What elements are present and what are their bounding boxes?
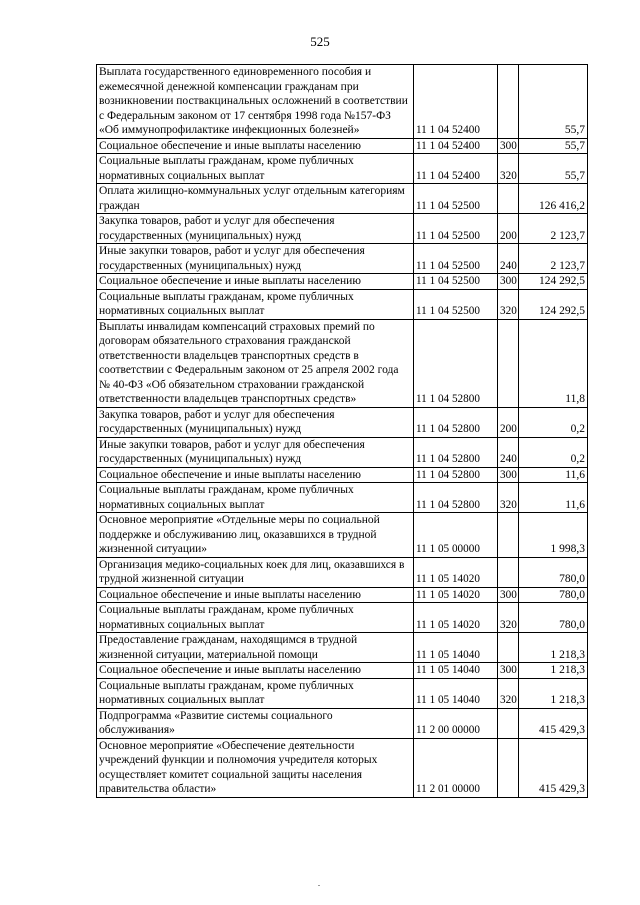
table-row: [97, 708, 588, 738]
row-name-cell: Оплата жилищно-коммунальных услуг отдельным категориям граждан: [97, 184, 414, 214]
row-amount-cell: 55,7: [519, 65, 588, 139]
table-row: [97, 633, 588, 663]
row-amount-cell: 1 218,3: [519, 678, 588, 708]
row-amount-cell: 1 998,3: [519, 513, 588, 558]
row-name-cell: Социальное обеспечение и иные выплаты населению: [97, 138, 414, 154]
row-code-cell: 11 1 05 14020: [414, 603, 498, 633]
row-code-cell: 11 1 04 52500: [414, 274, 498, 290]
row-name-cell: Предоставление гражданам, находящимся в трудной жизненной ситуации, материальной помощи: [97, 633, 414, 663]
row-type-cell: [498, 65, 519, 139]
row-amount-cell: 126 416,2: [519, 184, 588, 214]
row-type-cell: 320: [498, 483, 519, 513]
row-code-cell: 11 1 04 52500: [414, 289, 498, 319]
row-name-cell: Выплаты инвалидам компенсаций страховых премий по договорам обязательного страхования гражданской ответственности владельцев транспортных средств в соответствии с Федеральным законом от 25 апреля 2002 года № 40-ФЗ «Об обязательном страховании гражданской ответственности владельцев транспортных средств»: [97, 319, 414, 407]
row-code-cell: 11 1 04 52800: [414, 437, 498, 467]
row-amount-cell: 780,0: [519, 587, 588, 603]
row-name-cell: Социальное обеспечение и иные выплаты населению: [97, 467, 414, 483]
row-name-cell: Основное мероприятие «Обеспечение деятельности учреждений функции и полномочия учредителя которых осуществляет комитет социальной защиты населения правительства области»: [97, 738, 414, 797]
table-row: [97, 467, 588, 483]
row-name-cell: Социальное обеспечение и иные выплаты населению: [97, 663, 414, 679]
row-type-cell: 300: [498, 138, 519, 154]
row-code-cell: 11 1 04 52800: [414, 483, 498, 513]
table-row: [97, 274, 588, 290]
budget-table: [96, 64, 588, 798]
row-type-cell: [498, 738, 519, 797]
row-amount-cell: 2 123,7: [519, 214, 588, 244]
row-type-cell: 200: [498, 214, 519, 244]
row-amount-cell: 1 218,3: [519, 633, 588, 663]
table-row: [97, 244, 588, 274]
row-amount-cell: 2 123,7: [519, 244, 588, 274]
table-row: [97, 678, 588, 708]
row-code-cell: 11 2 00 00000: [414, 708, 498, 738]
row-type-cell: 320: [498, 678, 519, 708]
row-name-cell: Иные закупки товаров, работ и услуг для обеспечения государственных (муниципальных) нужд: [97, 244, 414, 274]
row-code-cell: 11 1 04 52500: [414, 244, 498, 274]
table-row: [97, 407, 588, 437]
table-row: [97, 437, 588, 467]
row-name-cell: Подпрограмма «Развитие системы социального обслуживания»: [97, 708, 414, 738]
row-code-cell: 11 1 04 52400: [414, 154, 498, 184]
row-code-cell: 11 1 05 14020: [414, 587, 498, 603]
table-row: [97, 603, 588, 633]
table-row: [97, 483, 588, 513]
row-amount-cell: 0,2: [519, 407, 588, 437]
row-type-cell: 300: [498, 467, 519, 483]
table-row: [97, 184, 588, 214]
row-code-cell: 11 1 04 52400: [414, 138, 498, 154]
row-name-cell: Основное мероприятие «Отдельные меры по социальной поддержке и обслуживанию лиц, оказавшихся в трудной жизненной ситуации»: [97, 513, 414, 558]
row-code-cell: 11 2 01 00000: [414, 738, 498, 797]
row-name-cell: Социальные выплаты гражданам, кроме публичных нормативных социальных выплат: [97, 289, 414, 319]
row-amount-cell: 780,0: [519, 603, 588, 633]
table-row: [97, 663, 588, 679]
row-amount-cell: 11,6: [519, 483, 588, 513]
row-amount-cell: 55,7: [519, 154, 588, 184]
row-type-cell: 300: [498, 274, 519, 290]
table-row: [97, 154, 588, 184]
row-amount-cell: 415 429,3: [519, 708, 588, 738]
row-amount-cell: 415 429,3: [519, 738, 588, 797]
row-name-cell: Социальные выплаты гражданам, кроме публичных нормативных социальных выплат: [97, 603, 414, 633]
row-amount-cell: 124 292,5: [519, 289, 588, 319]
row-name-cell: Выплата государственного единовременного пособия и ежемесячной денежной компенсации гражданам при возникновении поствакцинальных осложнений в соответствии с Федеральным законом от 17 сентября 1998 года №157-ФЗ «Об иммунопрофилактике инфекционных болезней»: [97, 65, 414, 139]
table-row: [97, 214, 588, 244]
table-row: [97, 138, 588, 154]
row-name-cell: Иные закупки товаров, работ и услуг для обеспечения государственных (муниципальных) нужд: [97, 437, 414, 467]
page-number: 525: [310, 34, 330, 49]
row-code-cell: 11 1 04 52500: [414, 184, 498, 214]
row-name-cell: Социальное обеспечение и иные выплаты населению: [97, 274, 414, 290]
row-amount-cell: 780,0: [519, 557, 588, 587]
budget-table-body: [97, 65, 588, 798]
row-code-cell: 11 1 05 14040: [414, 633, 498, 663]
row-code-cell: 11 1 04 52500: [414, 214, 498, 244]
row-type-cell: [498, 184, 519, 214]
row-type-cell: [498, 708, 519, 738]
row-type-cell: 320: [498, 154, 519, 184]
row-name-cell: Социальное обеспечение и иные выплаты населению: [97, 587, 414, 603]
row-type-cell: [498, 513, 519, 558]
row-type-cell: [498, 319, 519, 407]
row-code-cell: 11 1 05 14040: [414, 663, 498, 679]
row-type-cell: 300: [498, 663, 519, 679]
table-row: [97, 289, 588, 319]
row-amount-cell: 1 218,3: [519, 663, 588, 679]
row-type-cell: 320: [498, 603, 519, 633]
row-amount-cell: 11,6: [519, 467, 588, 483]
row-type-cell: 240: [498, 437, 519, 467]
table-row: [97, 65, 588, 139]
row-amount-cell: 124 292,5: [519, 274, 588, 290]
row-type-cell: 200: [498, 407, 519, 437]
row-code-cell: 11 1 05 14040: [414, 678, 498, 708]
row-name-cell: Организация медико-социальных коек для лиц, оказавшихся в трудной жизненной ситуации: [97, 557, 414, 587]
row-name-cell: Социальные выплаты гражданам, кроме публичных нормативных социальных выплат: [97, 154, 414, 184]
row-type-cell: [498, 633, 519, 663]
row-name-cell: Закупка товаров, работ и услуг для обеспечения государственных (муниципальных) нужд: [97, 407, 414, 437]
scan-speck: [318, 885, 320, 886]
row-type-cell: 320: [498, 289, 519, 319]
row-code-cell: 11 1 05 14020: [414, 557, 498, 587]
row-type-cell: [498, 557, 519, 587]
row-name-cell: Закупка товаров, работ и услуг для обеспечения государственных (муниципальных) нужд: [97, 214, 414, 244]
row-amount-cell: 55,7: [519, 138, 588, 154]
row-name-cell: Социальные выплаты гражданам, кроме публичных нормативных социальных выплат: [97, 483, 414, 513]
row-code-cell: 11 1 04 52800: [414, 467, 498, 483]
row-code-cell: 11 1 04 52400: [414, 65, 498, 139]
table-row: [97, 513, 588, 558]
table-row: [97, 738, 588, 797]
row-code-cell: 11 1 04 52800: [414, 407, 498, 437]
row-code-cell: 11 1 04 52800: [414, 319, 498, 407]
row-amount-cell: 11,8: [519, 319, 588, 407]
row-name-cell: Социальные выплаты гражданам, кроме публичных нормативных социальных выплат: [97, 678, 414, 708]
table-row: [97, 557, 588, 587]
row-type-cell: 300: [498, 587, 519, 603]
table-row: [97, 319, 588, 407]
row-type-cell: 240: [498, 244, 519, 274]
row-amount-cell: 0,2: [519, 437, 588, 467]
row-code-cell: 11 1 05 00000: [414, 513, 498, 558]
table-row: [97, 587, 588, 603]
